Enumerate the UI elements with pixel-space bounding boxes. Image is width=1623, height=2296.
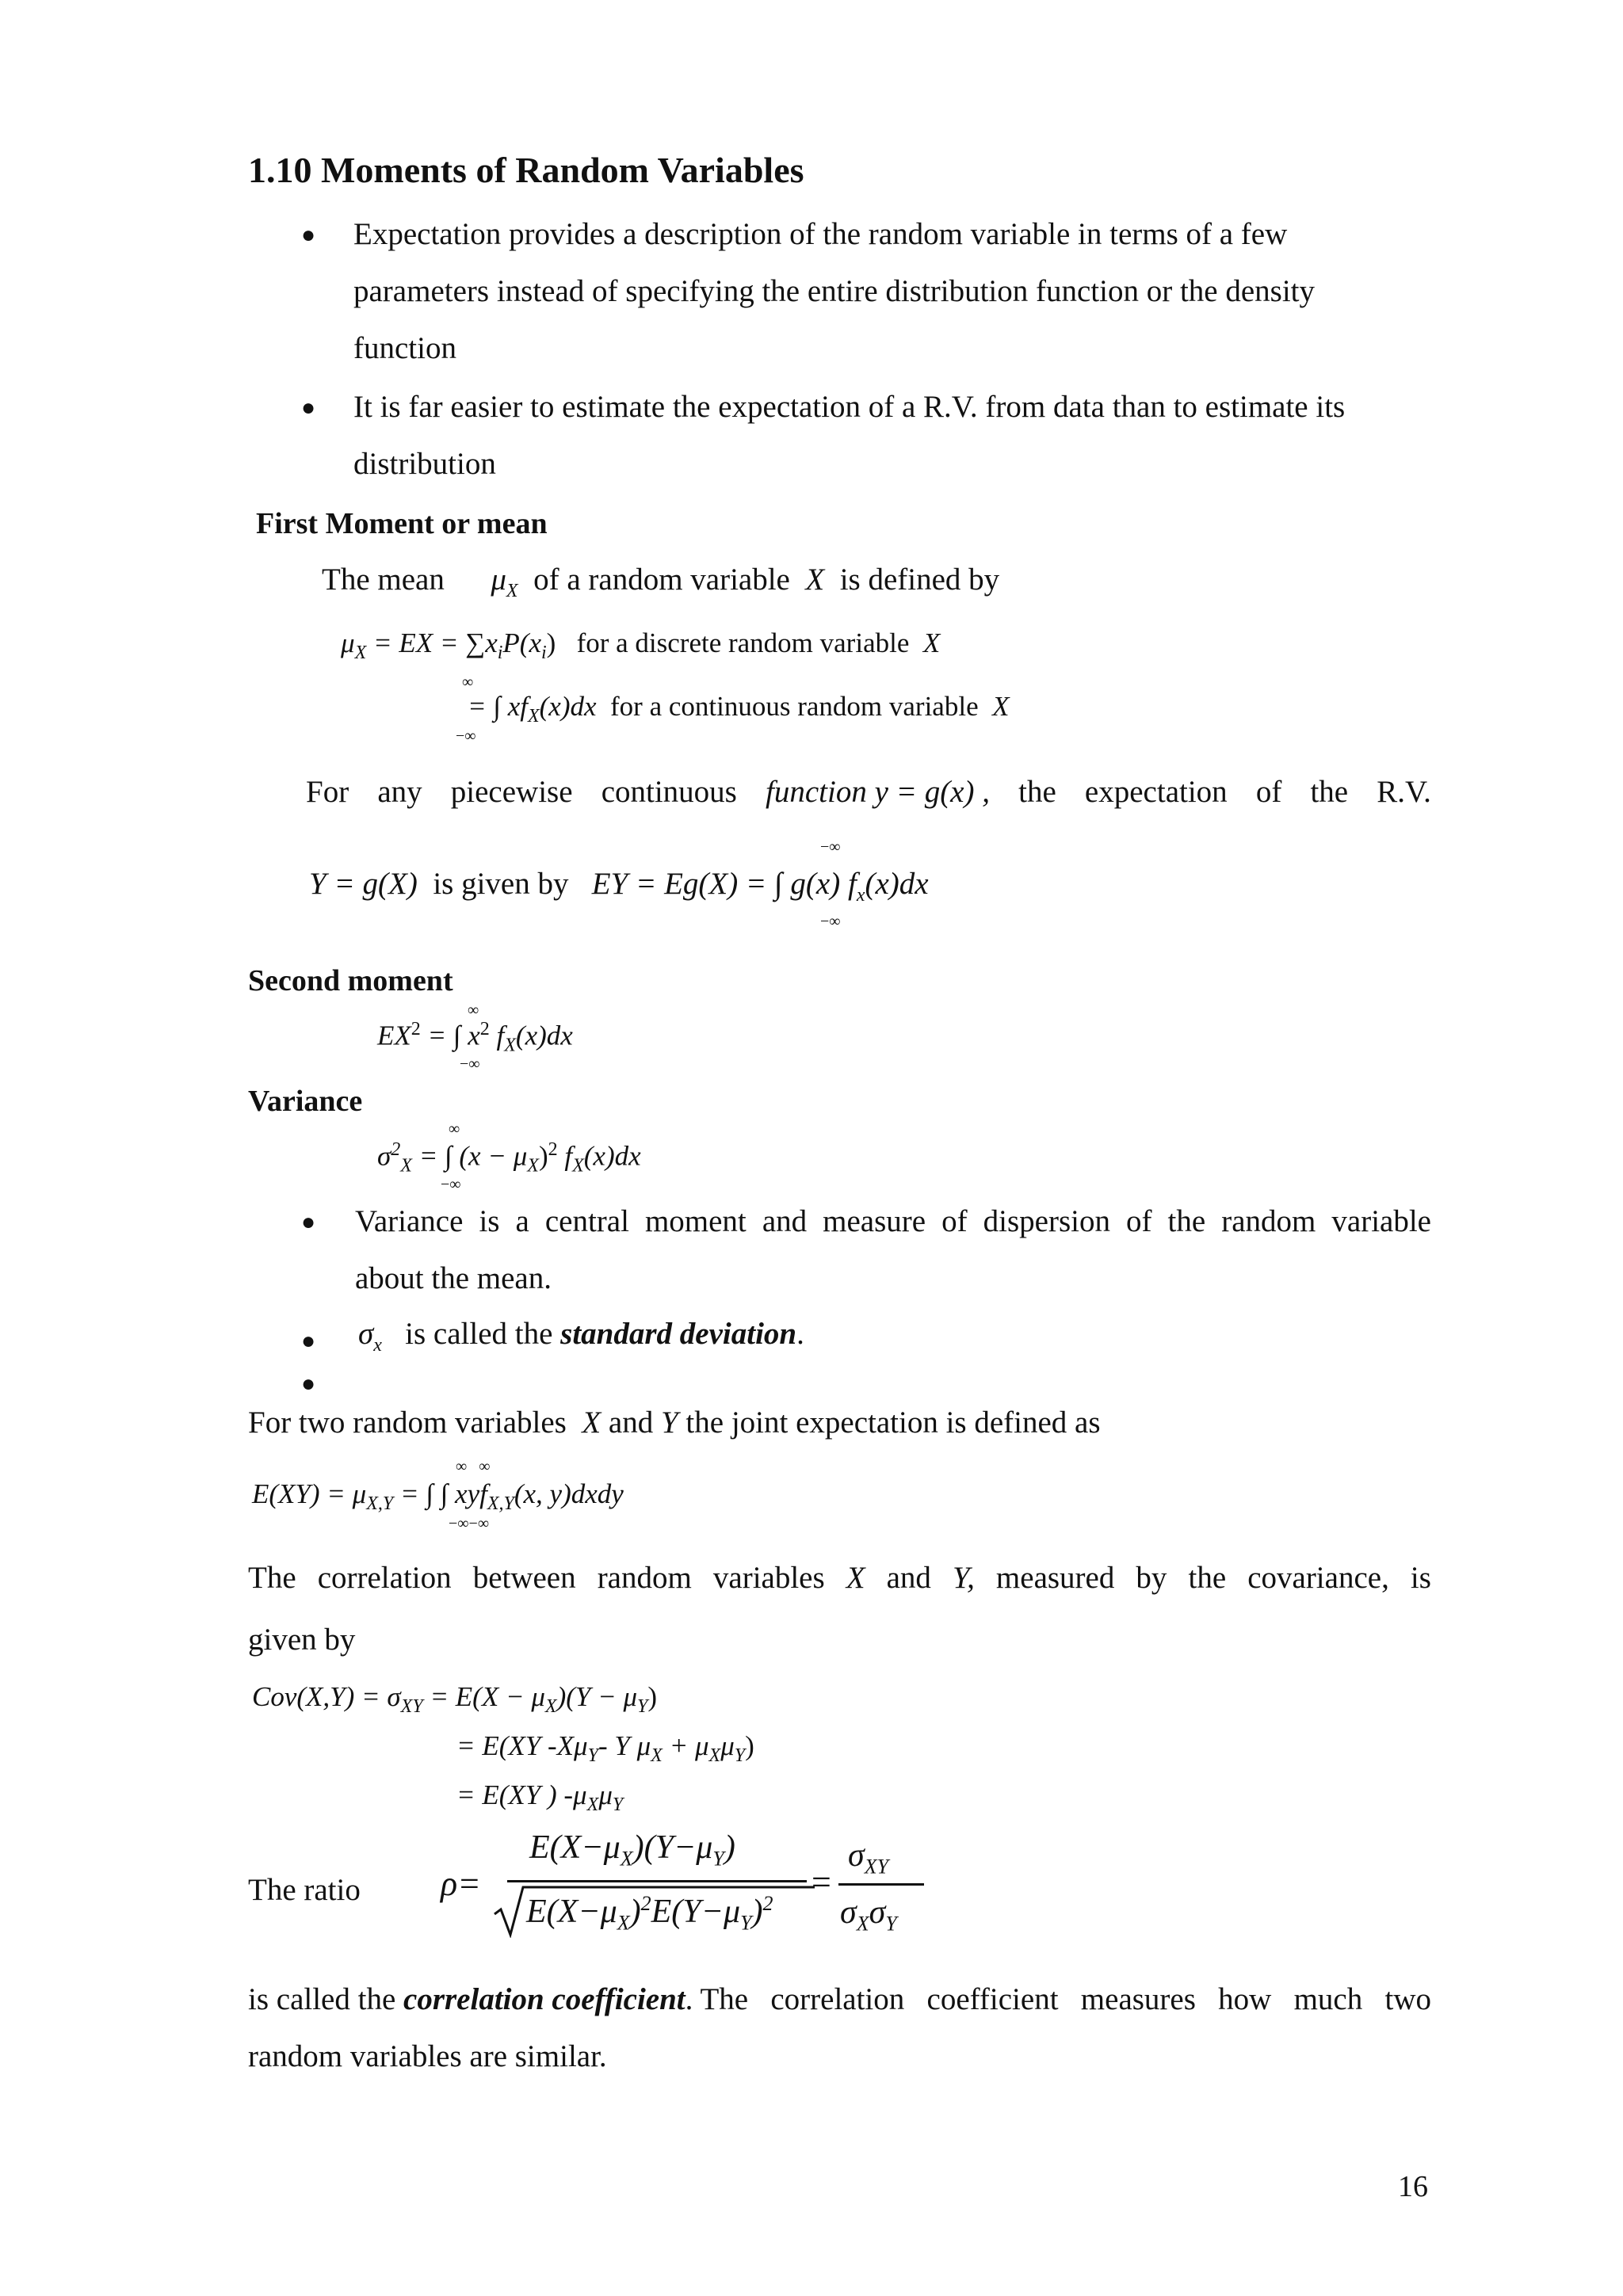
closing-line-1: is called the correlation coefficient. The correlation coefficient measures how much two: [248, 1982, 1431, 2016]
closing-line-2: random variables are similar.: [248, 2039, 607, 2073]
variance-bullet-2: $\sigma_x$ is called the standard deviation.: [358, 1317, 804, 1356]
mean-integral-upper: ∞: [462, 673, 474, 691]
second-moment-heading: Second moment: [248, 964, 453, 997]
second-moment-equation: $EX^2$ = ∫ $x^2$ $f_X(x)dx$: [377, 1019, 573, 1056]
ratio-denominator: $E(X-\mu_X)^2E(Y-\mu_Y)^2$: [526, 1892, 773, 1935]
covariance-equation-1: $Cov(X,Y) = \sigma_{XY} = E(X - \mu_X)(Y - \mu_Y)$: [252, 1681, 658, 1717]
mean-integral-lower: −∞: [456, 727, 476, 745]
ratio-label: The ratio: [248, 1873, 361, 1907]
bullet-1-line-2: parameters instead of specifying the entire distribution function or the density: [353, 274, 1315, 308]
ratio-numerator: $E(X-\mu_X)(Y-\mu_Y)$: [529, 1829, 735, 1871]
variance-integral-upper: ∞: [449, 1120, 460, 1138]
variance-heading: Variance: [248, 1085, 363, 1118]
bullet-2-line-2: distribution: [353, 447, 496, 481]
bullet-2-line-1: It is far easier to estimate the expectation of a R.V. from data than to estimate its: [353, 390, 1346, 424]
ratio-fraction-bar: [507, 1880, 807, 1882]
correlation-line-2: given by: [248, 1623, 356, 1657]
joint-integral-lower: −∞−∞: [449, 1515, 490, 1532]
covariance-equation-2: = E(XY $-X\mu_Y-$ Y $\mu_X + \mu_X\mu_Y$): [456, 1730, 754, 1766]
first-moment-heading: First Moment or mean: [256, 507, 548, 540]
variance-bullet-1-line-1: Variance is a central moment and measure of dispersion of the random variable: [355, 1204, 1431, 1238]
variance-bullet-1-marker: ●: [301, 1209, 316, 1235]
ratio-equals: =: [812, 1863, 831, 1901]
mean-intro: The mean $\mu_X$ of a random variable X is defined by: [322, 563, 1000, 601]
bullet-1-marker: ●: [301, 222, 316, 248]
page-number: 16: [1398, 2170, 1428, 2203]
variance-integral-lower: −∞: [441, 1176, 461, 1193]
mean-equation-continuous: = ∫ $xf_X(x)dx$ for a continuous random variable X: [468, 691, 1010, 727]
variance-equation: $\sigma^2_X$ = ∫ $(x - \mu_X)^2$ $f_X(x)dx$: [377, 1139, 641, 1177]
section-title: 1.10 Moments of Random Variables: [248, 150, 804, 190]
covariance-equation-3: = E(XY ) $-\mu_X\mu_Y$: [456, 1779, 624, 1815]
joint-integral-upper: ∞ ∞: [456, 1458, 491, 1475]
variance-bullet-2-marker: ●: [301, 1328, 316, 1354]
ratio-numerator-2: $\sigma_{XY}$: [848, 1837, 889, 1878]
piecewise-line-2: Y = g(X) is given by EY = Eg(X) = ∫ g(x) $f_x(x)dx$: [309, 867, 929, 906]
expectation-integral-lower: −∞: [820, 913, 841, 930]
bullet-1-line-1: Expectation provides a description of the random variable in terms of a few: [353, 217, 1288, 251]
second-moment-integral-upper: ∞: [468, 1001, 479, 1019]
ratio-fraction-bar-2: [838, 1883, 924, 1886]
ratio-denominator-2: $\sigma_X\sigma_Y$: [840, 1894, 897, 1936]
piecewise-line-1: For any piecewise continuous function y = g(x) , the expectation of the R.V.: [306, 775, 1431, 809]
variance-bullet-1-line-2: about the mean.: [355, 1261, 552, 1295]
joint-intro: For two random variables X and Y the joint expectation is defined as: [248, 1405, 1101, 1440]
second-moment-integral-lower: −∞: [460, 1055, 480, 1073]
joint-equation: $E(XY) = \mu_{X,Y}$ = ∫ ∫ xyf$_{X,Y}$(x, y)dxdy: [252, 1478, 624, 1514]
bullet-1-line-3: function: [353, 331, 456, 365]
bullet-2-marker: ●: [301, 395, 316, 421]
variance-bullet-3-marker: ●: [301, 1371, 316, 1397]
expectation-integral-upper: −∞: [820, 838, 841, 856]
rho-symbol: ρ=: [441, 1864, 481, 1903]
correlation-line-1: The correlation between random variables X and Y, measured by the covariance, is: [248, 1561, 1431, 1595]
mean-equation-discrete: $\mu_X$ = EX = $\sum x_iP(x_i)$ for a discrete random variable X: [341, 627, 941, 663]
